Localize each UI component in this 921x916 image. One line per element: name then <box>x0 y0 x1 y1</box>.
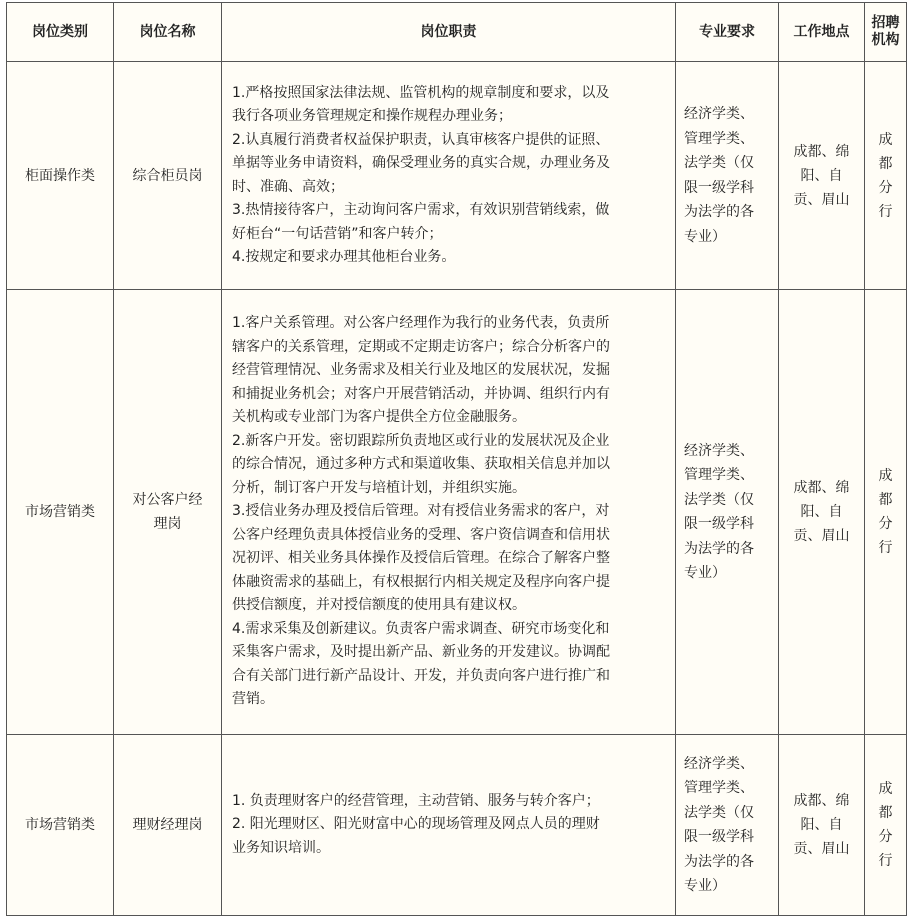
position-line: 理岗 <box>153 516 182 532</box>
cell-location <box>779 62 865 290</box>
header-position: 岗位名称 <box>114 3 222 62</box>
location-line: 成都、绵 <box>793 480 850 496</box>
duty-line: 分析，制订客户开发与培植计划，并组织实施。 <box>232 479 526 496</box>
major-line: 专业） <box>684 228 726 245</box>
duty-line: 2.认真履行消费者权益保护职责，认真审核客户提供的证照、 <box>232 131 610 148</box>
cell-org <box>865 62 907 290</box>
duty-line: 1.严格按照国家法律法规、监管机构的规章制度和要求，以及 <box>232 84 610 101</box>
table-row <box>7 735 907 916</box>
major-line: 法学类（仅 <box>684 804 754 821</box>
duty-line: 辖客户的关系管理，定期或不定期走访客户；综合分析客户的 <box>232 338 610 355</box>
cell-position <box>114 735 222 916</box>
major-line: 限一级学科 <box>684 179 754 196</box>
location-line: 阳、自 <box>800 817 843 833</box>
cell-category: 柜面操作类 <box>7 62 114 290</box>
location-line: 成都、绵 <box>793 143 850 160</box>
org-text: 成都分行 <box>878 468 893 556</box>
duty-line: 公客户经理负责具体授信业务的受理、客户资信调查和信用状 <box>232 526 610 543</box>
cell-duties <box>222 62 676 290</box>
major-line: 为法学的各 <box>684 540 754 557</box>
major-line: 管理学类、 <box>684 780 754 796</box>
duty-line: 2. 阳光理财区、阳光财富中心的现场管理及网点人员的理财 <box>232 816 600 833</box>
location-line: 贡、眉山 <box>793 528 850 544</box>
major-line: 经济学类、 <box>684 755 754 772</box>
cell-position <box>114 290 222 735</box>
cell-category: 市场营销类 <box>7 735 114 916</box>
duty-line: 况初评、相关业务具体操作及授信后管理。在综合了解客户整 <box>232 550 610 567</box>
cell-major <box>676 62 779 290</box>
major-line: 专业） <box>684 565 726 581</box>
duty-line: 1. 负责理财客户的经营管理，主动营销、服务与转介客户； <box>232 792 600 809</box>
duty-line: 2.新客户开发。密切跟踪所负责地区或行业的发展状况及企业 <box>232 432 610 449</box>
cell-duties <box>222 290 676 735</box>
major-line: 为法学的各 <box>684 853 754 870</box>
major-line: 经济学类、 <box>684 106 754 122</box>
major-line: 法学类（仅 <box>684 155 754 171</box>
cell-location <box>779 290 865 735</box>
cell-location <box>779 735 865 916</box>
location-line: 阳、自 <box>800 504 843 520</box>
position-line: 理财经理岗 <box>132 817 203 833</box>
header-row <box>7 3 907 62</box>
duty-line: 3.授信业务办理及授信后管理。对有授信业务需求的客户，对 <box>232 503 610 520</box>
cell-category: 市场营销类 <box>7 290 114 735</box>
major-line: 为法学的各 <box>684 204 754 220</box>
duty-line: 我行各项业务管理规定和操作规程办理业务； <box>232 108 512 124</box>
major-line: 管理学类、 <box>684 467 754 483</box>
header-org-line2: 机构 <box>871 32 900 48</box>
location-line: 成都、绵 <box>793 793 850 809</box>
table-row <box>7 62 907 290</box>
duty-line: 4.需求采集及创新建议。负责客户需求调查、研究市场变化和 <box>232 620 610 637</box>
header-major: 专业要求 <box>676 3 779 62</box>
duty-line: 和捕捉业务机会；对客户开展营销活动，并协调、组织行内有 <box>232 385 610 402</box>
duty-line: 的综合情况，通过多种方式和渠道收集、获取相关信息并加以 <box>232 456 610 473</box>
header-category: 岗位类别 <box>7 3 114 62</box>
duty-line: 合有关部门进行新产品设计、开发，并负责向客户进行推广和 <box>232 667 610 684</box>
cell-org <box>865 290 907 735</box>
major-line: 限一级学科 <box>684 516 754 532</box>
recruitment-table <box>6 2 907 916</box>
duty-line: 供授信额度，并对授信额度的使用具有建议权。 <box>232 597 526 614</box>
duty-line: 经营管理情况、业务需求及相关行业及地区的发展状况，发掘 <box>232 362 610 379</box>
duty-line: 采集客户需求，及时提出新产品、新业务的开发建议。协调配 <box>232 644 610 661</box>
major-line: 专业） <box>684 878 726 894</box>
cell-major <box>676 290 779 735</box>
header-org <box>865 3 907 62</box>
cell-org <box>865 735 907 916</box>
major-line: 管理学类、 <box>684 130 754 147</box>
header-duties: 岗位职责 <box>222 3 676 62</box>
table-row <box>7 290 907 735</box>
cell-position <box>114 62 222 290</box>
header-location: 工作地点 <box>779 3 865 62</box>
recruitment-table-wrapper <box>6 2 907 916</box>
duty-line: 1.客户关系管理。对公客户经理作为我行的业务代表，负责所 <box>232 315 610 332</box>
duty-line: 4.按规定和要求办理其他柜台业务。 <box>232 249 456 265</box>
position-line: 综合柜员岗 <box>132 167 203 184</box>
cell-major <box>676 735 779 916</box>
duty-line: 好柜台“一句话营销”和客户转介； <box>232 225 443 242</box>
header-org-line1: 招聘 <box>871 15 900 31</box>
duty-line: 3.热情接待客户，主动询问客户需求，有效识别营销线索，做 <box>232 202 610 218</box>
org-text: 成都分行 <box>878 131 893 220</box>
major-line: 限一级学科 <box>684 829 754 845</box>
major-line: 经济学类、 <box>684 442 754 459</box>
location-line: 贡、眉山 <box>793 191 850 208</box>
cell-duties <box>222 735 676 916</box>
duty-line: 营销。 <box>232 691 274 708</box>
major-line: 法学类（仅 <box>684 491 754 508</box>
duty-line: 业务知识培训。 <box>232 839 330 856</box>
position-line: 对公客户经 <box>132 492 203 508</box>
location-line: 贡、眉山 <box>793 841 850 857</box>
duty-line: 单据等业务申请资料，确保受理业务的真实合规，办理业务及 <box>232 155 610 171</box>
duty-line: 体融资需求的基础上，有权根据行内相关规定及程序向客户提 <box>232 573 610 590</box>
duty-line: 时、准确、高效； <box>232 178 344 195</box>
duty-line: 关机构或专业部门为客户提供全方位金融服务。 <box>232 409 526 426</box>
location-line: 阳、自 <box>800 167 843 184</box>
org-text: 成都分行 <box>878 781 893 869</box>
